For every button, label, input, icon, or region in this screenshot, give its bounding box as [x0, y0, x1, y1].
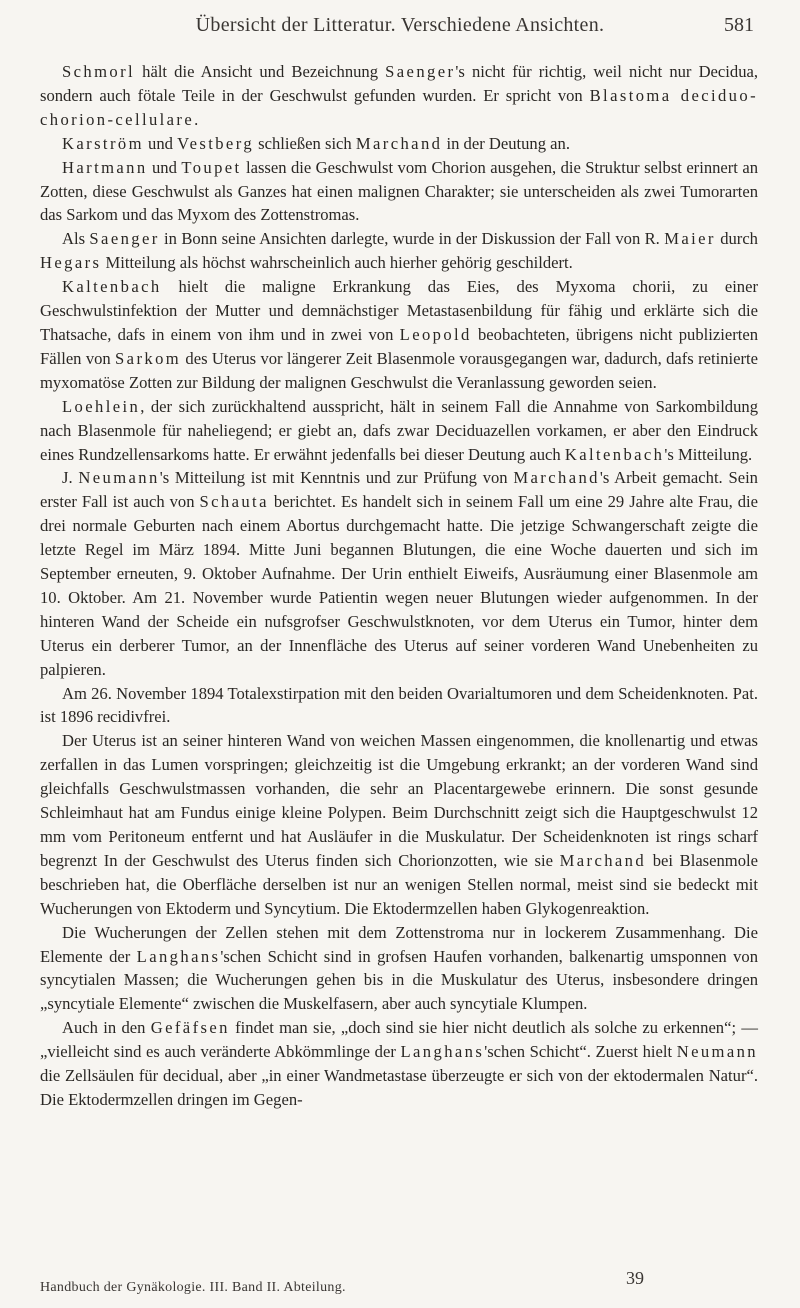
signature-mark: 39 [626, 1268, 644, 1288]
paragraph [40, 156, 758, 228]
running-title: Übersicht der Litteratur. Verschiedene Ansichten. [195, 14, 605, 36]
paragraph-text: in der Deutung an. [442, 133, 570, 153]
paragraph-text: hielt die maligne Erkrankung das Eies, des Myxoma chorii, zu einer Geschwulstinfektion der Mutter und demnächstiger Metastasenbildung für fähig und erklärte sich die Thatsache, dafs in einem von ihm und in zwei von [40, 277, 758, 344]
paragraph-text: Als [62, 229, 90, 249]
paragraph-text: 's nicht für richtig, weil nicht nur Decidua, sondern auch fötale Teile in der Geschwulst gefunden wurden. Er spricht von [40, 62, 759, 105]
paragraph-text: Auch in den [62, 1018, 151, 1038]
paragraph-text: und [143, 133, 178, 153]
spaced-name: Neumann [676, 1042, 758, 1062]
paragraph-text: und [147, 157, 182, 177]
spaced-name: Sarkom [115, 348, 182, 368]
paragraph-text: Am 26. November 1894 Totalexstirpation mit den beiden Ovarialtumoren und dem Scheidenknoten. Pat. ist 1896 recidivfrei. [40, 683, 758, 727]
spaced-name: Toupet [181, 157, 242, 177]
spaced-name: Blastoma deciduo-chorion-cellulare [40, 85, 758, 129]
spaced-name: Hartmann [62, 157, 148, 177]
spaced-name: Kaltenbach [62, 277, 162, 297]
paragraph-text: findet man sie, „doch sind sie hier nicht deutlich als solche zu erkennen“; — „vielleicht sind es auch veränderte Abkömmlinge der [40, 1018, 758, 1062]
paragraph-text: durch [715, 229, 758, 249]
page-footer [40, 1268, 760, 1302]
paragraph [40, 275, 758, 395]
body-text [40, 60, 758, 1112]
paragraph-text: 'schen Schicht sind in grofsen Haufen vorhanden, balkenartig umsponnen von syncytialen Massen; die Wucherungen gehen bis in die Muskulatur des Uterus, insbesondere dringen „syncytiale Elemente“ zwischen die Muskelfasern, aber auch syncytiale Klumpen. [40, 946, 758, 1014]
paragraph-text: 's Arbeit gemacht. Sein erster Fall ist auch von [40, 468, 758, 512]
paragraph-text: Mitteilung als höchst wahrscheinlich auch hierher gehörig geschildert. [101, 253, 573, 273]
paragraph-text: . [194, 109, 199, 129]
spaced-name: Schmorl [62, 62, 136, 81]
paragraph-text: 's Mitteilung ist mit Kenntnis und zur Prüfung von [159, 468, 514, 488]
spaced-name: Marchand [559, 850, 647, 870]
spaced-name: Saenger [385, 62, 456, 81]
paragraph-text: , der sich zurückhaltend ausspricht, hält in seinem Fall die Annahme von Sarkombildung nach Blasenmole für naheliegend; er giebt an, dafs zwar Deciduazellen vorkamen, er aber den Eindruck eines Rundzellensarkoms hatte. Er erwähnt jedenfalls bei dieser Deutung auch [40, 396, 758, 464]
paragraph [40, 132, 758, 156]
spaced-name: Marchand [513, 468, 600, 488]
paragraph-text: beobachteten, übrigens nicht publizierten Fällen von [40, 324, 758, 368]
paragraph [40, 60, 758, 132]
running-header [40, 14, 760, 40]
paragraph [40, 682, 758, 730]
paragraph-text: in Bonn seine Ansichten darlegte, wurde in der Diskussion der Fall von R. [159, 229, 665, 249]
paragraph-text: hält die Ansicht und Bezeichnung [135, 62, 386, 81]
spaced-name: Gefäfsen [150, 1018, 230, 1038]
spaced-name: Hegars [40, 253, 102, 273]
spaced-name: Schauta [199, 492, 269, 512]
page-number: 581 [724, 14, 754, 36]
paragraph [40, 395, 758, 467]
spaced-name: Neumann [78, 468, 160, 488]
footer-source: Handbuch der Gynäkologie. III. Band II. Abteilung. [40, 1280, 346, 1295]
paragraph [40, 466, 758, 681]
paragraph-text: bei Blasenmole beschrieben hat, die Oberfläche derselben ist nur an wenigen Stellen normal, meist sind sie bedeckt mit Wucherungen von Ektoderm und Syncytium. Die Ektodermzellen haben Glykogenreaktion. [40, 850, 758, 918]
paragraph-text: 'schen Schicht“. Zuerst hielt [484, 1042, 677, 1062]
spaced-name: Leopold [399, 324, 472, 344]
paragraph [40, 227, 758, 275]
spaced-name: Loehlein [62, 396, 141, 416]
paragraph [40, 729, 758, 920]
paragraph-text: Die Wucherungen der Zellen stehen mit dem Zottenstroma nur in lockerem Zusammenhang. Die Elemente der [40, 922, 758, 966]
spaced-name: Karström [62, 133, 144, 153]
spaced-name: Kaltenbach [564, 444, 665, 464]
spaced-name: Marchand [355, 133, 443, 153]
paragraph-text: lassen die Geschwulst vom Chorion ausgehen, die Struktur selbst erinnert an Zotten, diese Geschwulst als Ganzes hat einen malignen Charakter; sie unterscheiden als zwei Tumorarten das Sarkom und das Myxom des Zottenstromas. [40, 157, 759, 225]
paragraph [40, 1016, 758, 1112]
paragraph-text: J. [62, 468, 79, 488]
paragraph-text: berichtet. Es handelt sich in seinem Fall um eine 29 Jahre alte Frau, die drei normale Geburten nach einem Abortus durchgemacht hatte. Die jetzige Schwangerschaft zeigte die letzte Regel im März 1894. Mitte Juni begannen Blutungen, die eine Woche dauerten und sich im September erneuten, 9. Oktober Aufnahme. Der Urin enthielt Eiweifs, Ausräumung einer Blasenmole am 10. Oktober. Am 21. November wurde Patientin wegen neuer Blutungen wieder aufgenommen. In der hinteren Wand der Scheide ein nufsgrofser Geschwulstknoten, vor dem Uterus ein Tumor, hinter dem Uterus ein derberer Tumor, an der Innenfläche des Uterus auf seiner vorderen Wand Unebenheiten zu palpieren. [40, 492, 758, 679]
paragraph-text: des Uterus vor längerer Zeit Blasenmole vorausgegangen war, dadurch, dafs retinierte myxomatöse Zotten zur Bildung der malignen Geschwulst die Veranlassung geworden seien. [40, 348, 758, 392]
spaced-name: Langhans [136, 946, 221, 966]
paragraph-text: Der Uterus ist an seiner hinteren Wand von weichen Massen eingenommen, die knollenartig und etwas zerfallen in das Lumen vorspringen; gleichzeitig ist die Umgebung erkrankt; an der vorderen Wand sind gleichfalls Geschwulstmassen vorhanden, die sehr an Placentargewebe erinnern. Die sonst gesunde Schleimhaut hat am Fundus einige kleine Polypen. Beim Durchschnitt zeigt sich die Hauptgeschwulst 12 mm vom Peritoneum entfernt und hat Ausläufer in die Muskulatur. Der Scheidenknoten ist rings scharf begrenzt In der Geschwulst des Uterus finden sich Chorionzotten, wie sie [40, 731, 758, 870]
spaced-name: Langhans [400, 1042, 485, 1062]
spaced-name: Maier [664, 229, 716, 249]
paragraph-text: 's Mitteilung. [664, 444, 753, 464]
paragraph [40, 921, 758, 1017]
paragraph-text: schließen sich [254, 133, 356, 153]
spaced-name: Saenger [89, 229, 160, 249]
spaced-name: Vestberg [177, 133, 255, 153]
paragraph-text: die Zellsäulen für decidual, aber „in einer Wandmetastase überzeugte er sich von der ektodermalen Natur“. Die Ektodermzellen dringen im Gegen- [40, 1066, 758, 1109]
